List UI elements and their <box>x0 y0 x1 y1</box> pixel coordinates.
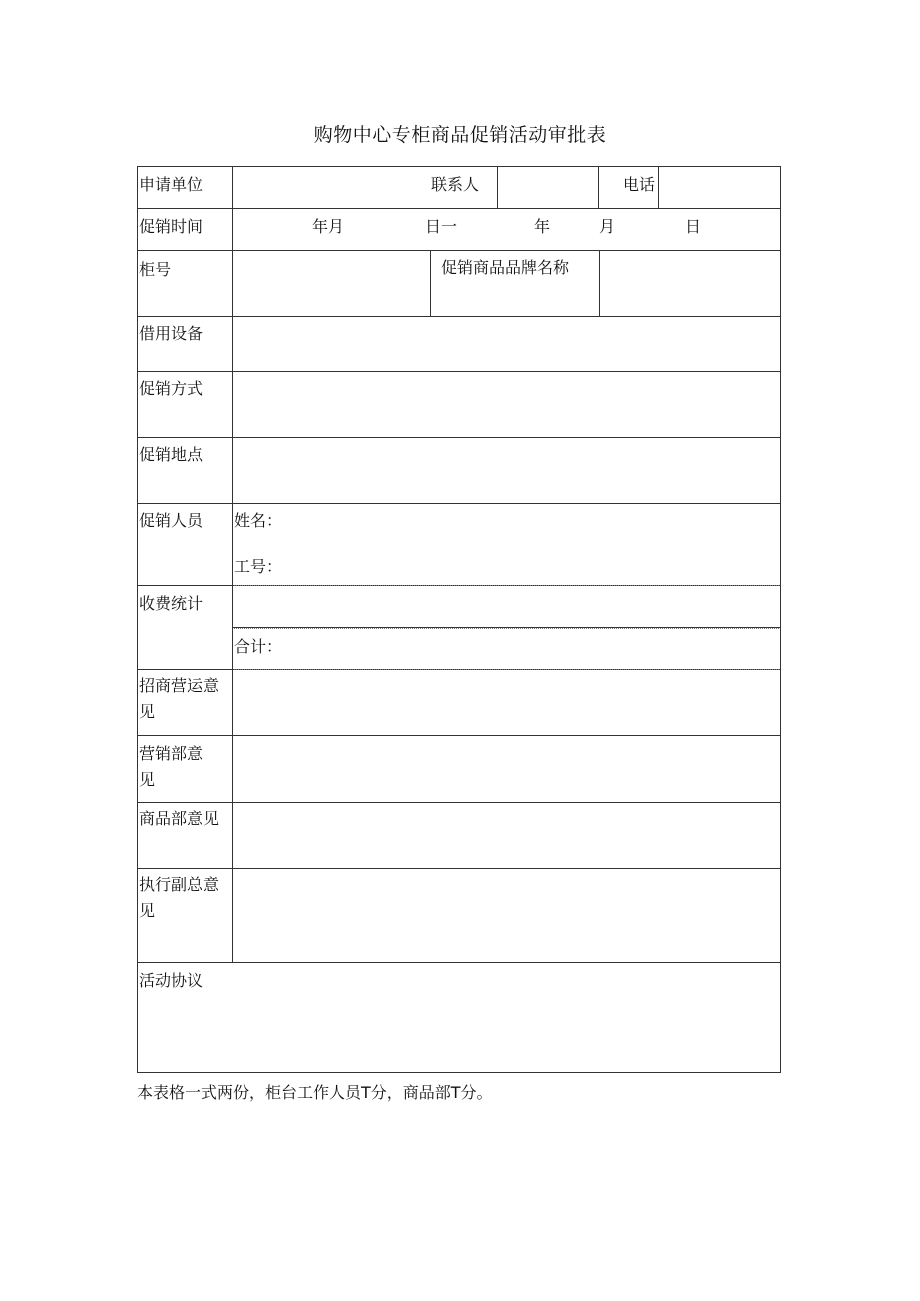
staff-id-label: 工号： <box>234 557 283 576</box>
merch-dept-opinion-label: 商品部意见 <box>139 809 220 828</box>
fee-stats-label: 收费统计 <box>139 594 204 613</box>
promo-location-label: 促销地点 <box>139 445 204 464</box>
form-title: 购物中心专柜商品促销活动审批表 <box>313 124 607 146</box>
fee-total-label: 合计： <box>234 637 283 656</box>
marketing-opinion-label: 营销部意见 <box>139 744 204 789</box>
end-day-label: 日 <box>685 217 702 236</box>
table-line <box>599 250 600 317</box>
table-line <box>137 437 781 438</box>
promo-staff-label: 促销人员 <box>139 511 204 530</box>
table-line <box>137 316 781 317</box>
staff-name-label: 姓名： <box>234 511 283 530</box>
promo-method-label: 促销方式 <box>139 379 204 398</box>
end-year-label: 年 <box>534 217 551 236</box>
promo-time-label: 促销时间 <box>139 217 204 236</box>
table-line <box>137 1072 781 1073</box>
borrowed-equipment-label: 借用设备 <box>139 324 204 343</box>
table-line <box>658 166 659 209</box>
table-line <box>137 166 781 167</box>
brand-name-label: 促销商品品牌名称 <box>441 258 570 277</box>
table-line <box>137 868 781 869</box>
table-line <box>232 166 233 963</box>
table-line <box>137 250 781 251</box>
table-line <box>137 802 781 803</box>
table-line <box>137 166 138 1073</box>
counter-no-label: 柜号 <box>139 260 172 279</box>
table-line <box>780 166 781 1073</box>
table-line <box>137 735 781 736</box>
vp-opinion-label: 执行副总意见 <box>139 875 220 920</box>
table-dotted-line <box>232 628 781 629</box>
start-year-month-label: 年月 <box>312 217 345 236</box>
table-line <box>598 166 599 209</box>
table-line <box>137 208 781 209</box>
table-dotted-line <box>232 669 781 670</box>
table-line <box>430 250 431 317</box>
agreement-label: 活动协议 <box>139 971 204 990</box>
table-line <box>137 371 781 372</box>
phone-label: 电话 <box>623 175 656 194</box>
contact-person-label: 联系人 <box>431 175 480 194</box>
table-line <box>497 166 498 209</box>
table-line <box>137 503 781 504</box>
table-line <box>137 962 781 963</box>
end-month-label: 月 <box>599 217 616 236</box>
start-day-label: 日一 <box>425 217 458 236</box>
table-dotted-line <box>232 585 781 586</box>
footer-note: 本表格一式两份，柜台工作人员T分，商品部T分。 <box>137 1083 493 1102</box>
merchant-opinion-label: 招商营运意见 <box>139 676 220 721</box>
applicant-unit-label: 申请单位 <box>139 175 204 194</box>
